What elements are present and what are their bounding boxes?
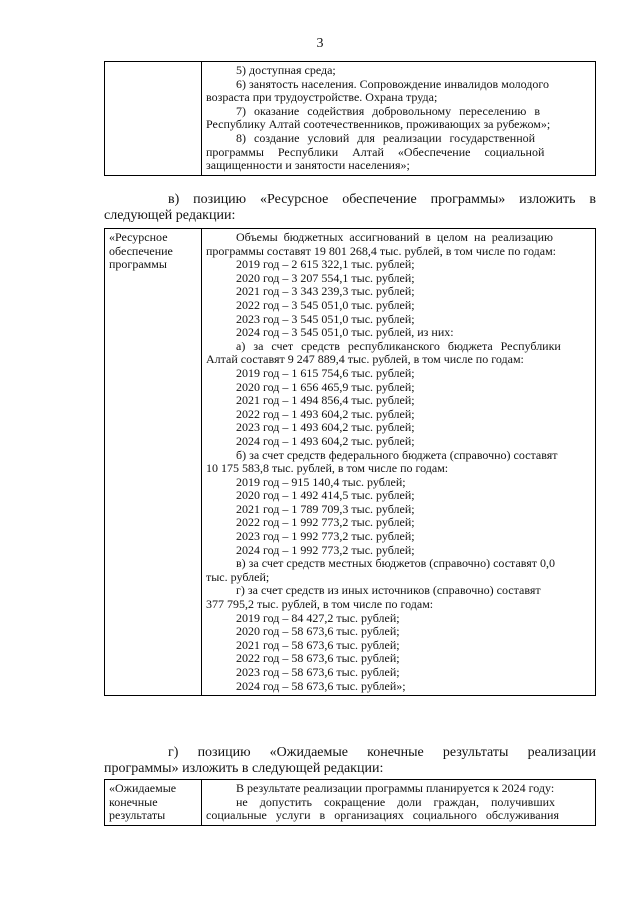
text-line: Республику Алтай соотечественников, проживающих за рубежом»; xyxy=(206,117,551,132)
label-line: «Ресурсное xyxy=(109,230,168,244)
table-resource-provision xyxy=(104,228,596,696)
text-line: 2021 год – 58 673,6 тыс. рублей; xyxy=(236,637,400,652)
text-line: тыс. рублей; xyxy=(206,569,270,584)
text-line: 2022 год – 1 493 604,2 тыс. рублей; xyxy=(236,406,415,421)
table-continuation xyxy=(104,61,596,176)
label-line: «Ожидаемые xyxy=(109,781,177,795)
paragraph-line: в) позицию «Ресурсное обеспечение программы» изложить в xyxy=(168,192,596,207)
text-line: не допустить сокращение доли граждан, получивших xyxy=(236,794,555,809)
text-line: программы составят 19 801 268,4 тыс. рублей, в том числе по годам: xyxy=(206,243,556,258)
text-line: 2021 год – 1 494 856,4 тыс. рублей; xyxy=(236,393,415,408)
text-line: 2024 год – 1 493 604,2 тыс. рублей; xyxy=(236,433,415,448)
table-content-cell xyxy=(202,780,596,826)
text-line: 2020 год – 1 492 414,5 тыс. рублей; xyxy=(236,488,415,503)
text-line: 2024 год – 58 673,6 тыс. рублей»; xyxy=(236,678,406,693)
text-line: 2021 год – 3 343 239,3 тыс. рублей; xyxy=(236,284,415,299)
text-line: 2020 год – 58 673,6 тыс. рублей; xyxy=(236,624,400,639)
text-line: 2019 год – 1 615 754,6 тыс. рублей; xyxy=(236,365,415,380)
text-line: 2022 год – 58 673,6 тыс. рублей; xyxy=(236,651,400,666)
label-line: обеспечение xyxy=(109,243,173,258)
text-line: 6) занятость населения. Сопровождение инвалидов молодого xyxy=(236,76,550,91)
paragraph-line: г) позицию «Ожидаемые конечные результаты реализации xyxy=(168,745,596,760)
label-line: программы xyxy=(109,257,167,272)
text-line: программы Республики Алтай «Обеспечение социальной xyxy=(206,144,545,159)
text-line: защищенности и занятости населения»; xyxy=(206,158,410,173)
text-line: 8) создание условий для реализации государственной xyxy=(236,130,536,145)
text-line: 2023 год – 1 493 604,2 тыс. рублей; xyxy=(236,420,415,435)
text-line: 2019 год – 84 427,2 тыс. рублей; xyxy=(236,610,400,625)
table-label-cell xyxy=(105,62,202,176)
text-line: 5) доступная среда; xyxy=(236,63,336,77)
text-line: 2023 год – 58 673,6 тыс. рублей; xyxy=(236,665,400,679)
text-line: 2020 год – 1 656 465,9 тыс. рублей; xyxy=(236,379,415,394)
paragraph-g xyxy=(104,745,596,777)
table-content-cell xyxy=(202,229,596,696)
text-line: Объемы бюджетных ассигнований в целом на реализацию xyxy=(236,230,553,244)
paragraph-v xyxy=(104,192,596,224)
table-label-cell xyxy=(105,780,202,826)
text-line: 2024 год – 1 992 773,2 тыс. рублей; xyxy=(236,542,415,557)
table-content-cell xyxy=(202,62,596,176)
text-line: 2024 год – 3 545 051,0 тыс. рублей, из них: xyxy=(236,325,454,340)
text-line: 10 175 583,8 тыс. рублей, в том числе по годам: xyxy=(206,461,449,476)
text-line: в) за счет средств местных бюджетов (справочно) составят 0,0 xyxy=(236,556,556,571)
text-line: 2019 год – 915 140,4 тыс. рублей; xyxy=(236,474,406,489)
paragraph-line: программы» изложить в следующей редакции: xyxy=(104,761,384,776)
page-number: 3 xyxy=(316,36,324,51)
text-line: социальные услуги в организациях социального обслуживания xyxy=(206,808,559,823)
text-line: г) за счет средств из иных источников (справочно) составят xyxy=(236,583,541,598)
text-line: 2023 год – 3 545 051,0 тыс. рублей; xyxy=(236,311,415,326)
text-line: 377 795,2 тыс. рублей, в том числе по годам: xyxy=(206,597,434,612)
text-line: 2022 год – 3 545 051,0 тыс. рублей; xyxy=(236,297,415,312)
text-line: 7) оказание содействия добровольному переселению в xyxy=(236,103,541,118)
text-line: 2022 год – 1 992 773,2 тыс. рублей; xyxy=(236,515,415,530)
label-line: конечные xyxy=(109,794,158,809)
text-line: б) за счет средств федерального бюджета (справочно) составят xyxy=(236,447,558,462)
text-line: В результате реализации программы планируется к 2024 году: xyxy=(236,781,555,795)
table-expected-results xyxy=(104,779,596,826)
text-line: 2020 год – 3 207 554,1 тыс. рублей; xyxy=(236,270,415,285)
text-line: 2021 год – 1 789 709,3 тыс. рублей; xyxy=(236,501,415,516)
text-line: а) за счет средств республиканского бюджета Республики xyxy=(236,338,561,353)
text-line: возраста при трудоустройстве. Охрана труда; xyxy=(206,90,438,105)
label-line: результаты xyxy=(109,808,166,823)
table-label-cell xyxy=(105,229,202,696)
paragraph-line: следующей редакции: xyxy=(104,208,236,223)
text-line: Алтай составят 9 247 889,4 тыс. рублей, в том числе по годам: xyxy=(206,352,524,367)
text-line: 2019 год – 2 615 322,1 тыс. рублей; xyxy=(236,257,415,272)
text-line: 2023 год – 1 992 773,2 тыс. рублей; xyxy=(236,529,415,544)
